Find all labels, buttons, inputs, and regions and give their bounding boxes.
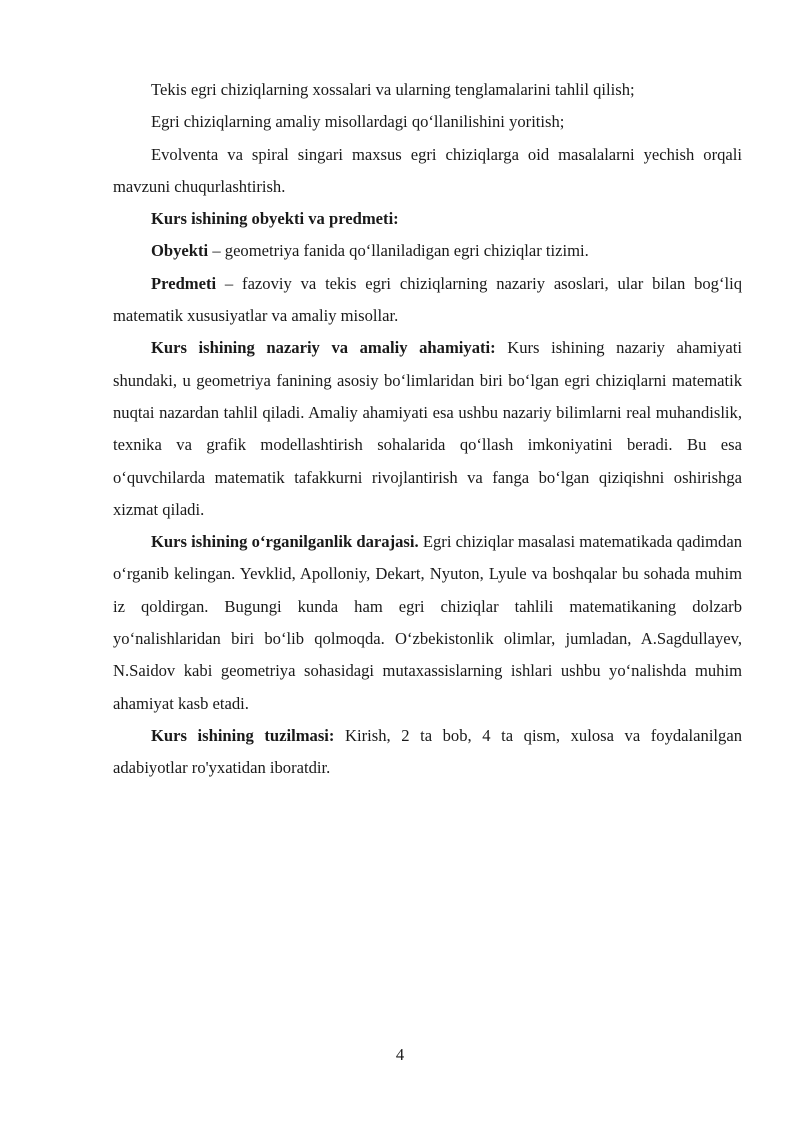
page-number: 4 [395,1045,405,1064]
paragraph-object [113,235,742,267]
significance-text: Kurs ishining nazariy ahamiyati shundaki, u geometriya fanining asosiy bo‘limlaridan biri bo‘lgan egri chiziqlarni matematik nuqtai nazardan tahlil qiladi. Amaliy ahamiyati esa ushbu nazariy bilimlarni real muhandislik, texnika va grafik modellashtirish sohalarida qo‘llash imkoniyatini beradi. Bu esa o‘quvchilarda matematik tafakkurni rivojlantirish va fanga bo‘lgan qiziqishni oshirishga xizmat qiladi. [113,338,742,519]
document-body [113,74,742,785]
paragraph-significance [113,332,742,526]
heading-structure: Kurs ishining tuzilmasi: [151,725,335,745]
paragraph-structure [113,720,742,785]
section-heading-object-subject: Kurs ishining obyekti va predmeti: [151,209,399,229]
paragraph-study-level [113,526,742,720]
term-object: Obyekti [151,241,209,261]
paragraph-task-2: Egri chiziqlarning amaliy misollardagi qo‘llanilishini yoritish; [151,112,565,132]
subject-definition: – fazoviy va tekis egri chiziqlarning nazariy asoslari, ular bilan bog‘liq matematik xususiyatlar va amaliy misollar. [113,273,742,326]
heading-study-level: Kurs ishining o‘rganilganlik darajasi. [151,532,419,552]
study-level-text: Egri chiziqlar masalasi matematikada qadimdan o‘rganib kelingan. Yevklid, Apolloniy, Dekart, Nyuton, Lyule va boshqalar bu sohada muhim iz qoldirgan. Bugungi kunda ham egri chiziqlar tahlili matematikaning dolzarb yo‘nalishlaridan biri bo‘lib qolmoqda. O‘zbekistonlik olimlar, jumladan, A.Sagdullayev, N.Saidov kabi geometriya sohasidagi mutaxassislarning ishlari ushbu yo‘nalishda muhim ahamiyat kasb etadi. [113,532,743,713]
paragraph-task-3: Evolventa va spiral singari maxsus egri chiziqlarga oid masalalarni yechish orqali mavzuni chuqurlashtirish. [113,144,742,196]
heading-significance: Kurs ishining nazariy va amaliy ahamiyati: [151,338,496,358]
object-definition: – geometriya fanida qo‘llaniladigan egri chiziqlar tizimi. [208,241,589,261]
structure-text: Kirish, 2 ta bob, 4 ta qism, xulosa va foydalanilgan adabiyotlar ro'yxatidan iboratdir. [113,725,742,778]
paragraph-task-1: Tekis egri chiziqlarning xossalari va ularning tenglamalarini tahlil qilish; [151,80,635,99]
paragraph-subject [113,268,742,333]
term-subject: Predmeti [151,273,217,293]
